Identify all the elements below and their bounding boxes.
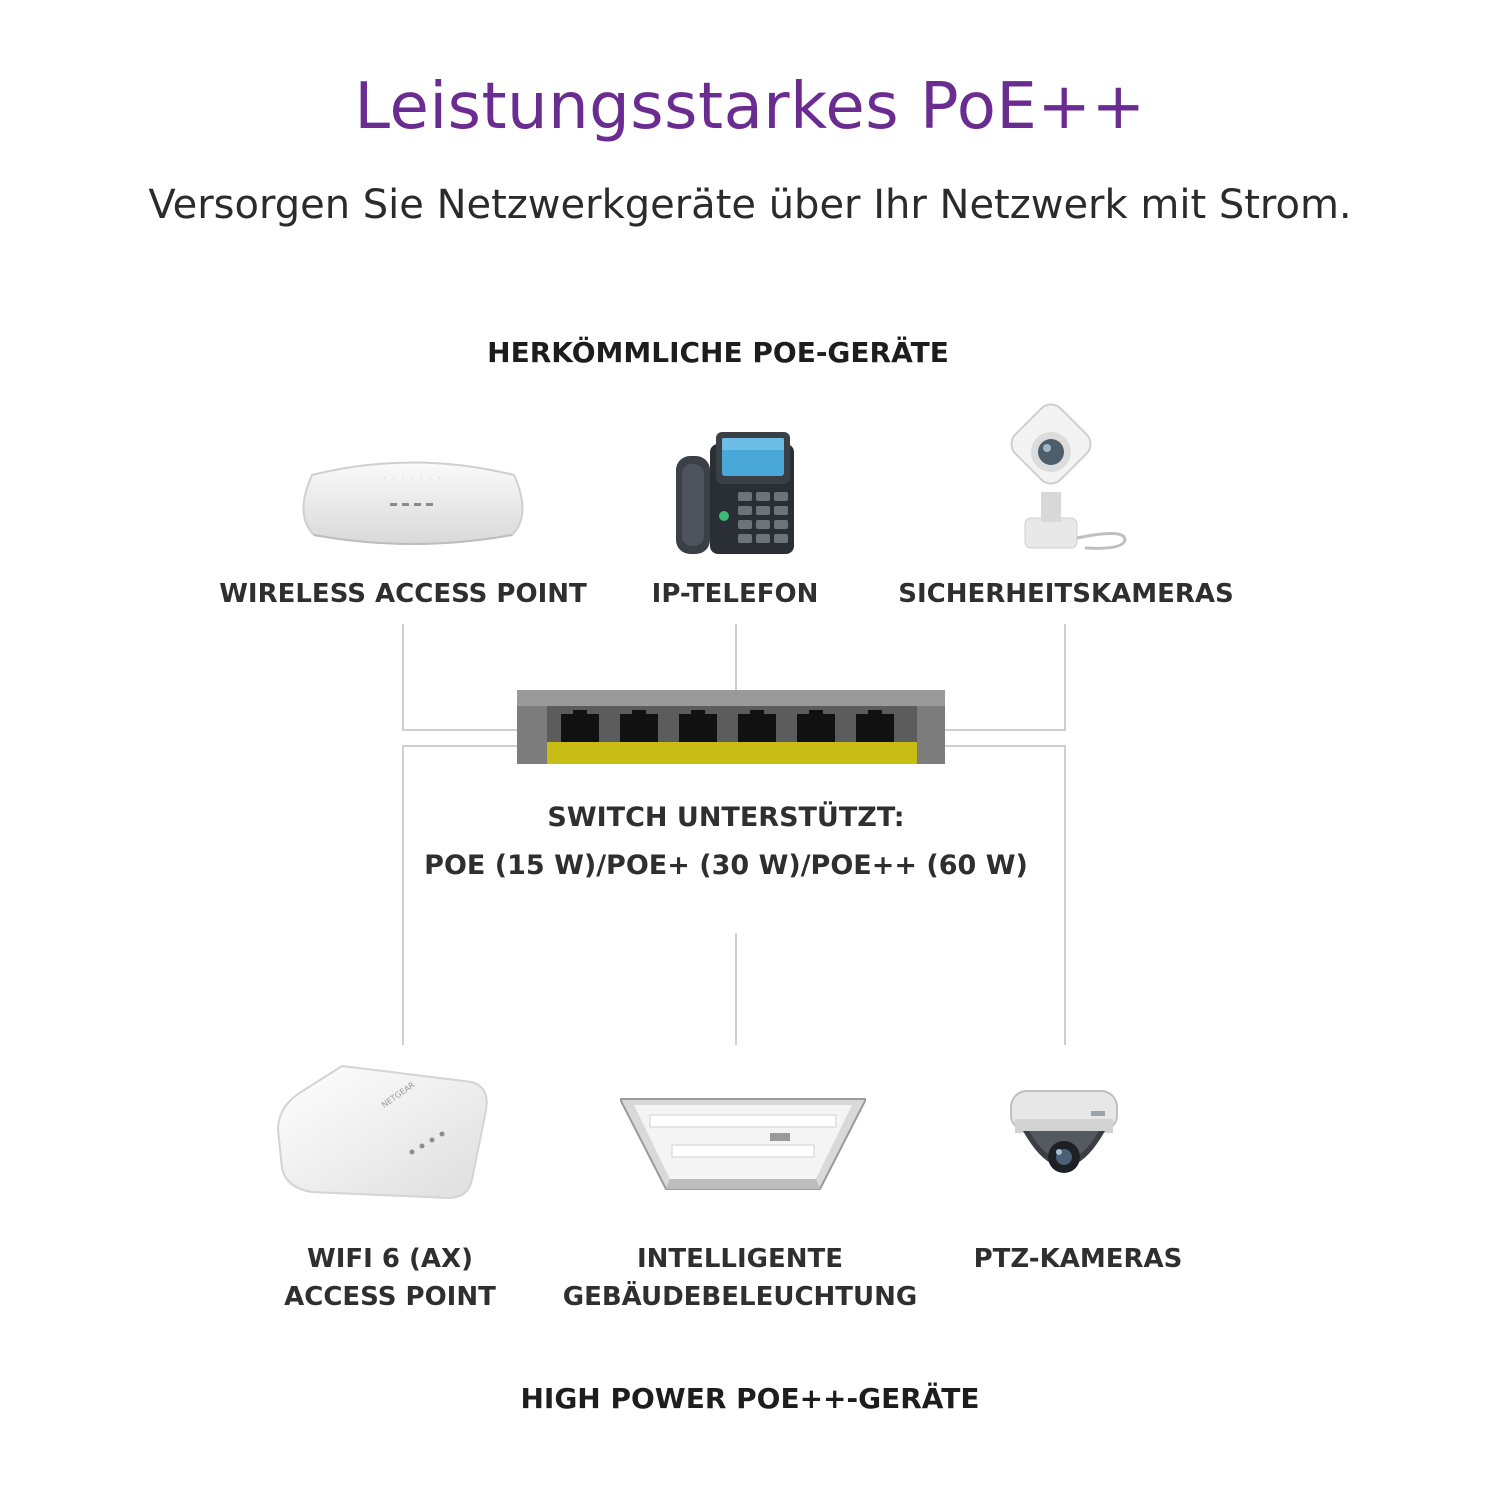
device-label-wifi6-line1: WIFI 6 (AX) <box>307 1244 473 1274</box>
poe-switch-icon <box>517 690 945 764</box>
device-label-wifi6-line2: ACCESS POINT <box>284 1282 496 1312</box>
device-label-lighting-line1: INTELLIGENTE <box>636 1244 844 1274</box>
ip-phone-icon <box>672 430 796 558</box>
bottom-group-heading: HIGH POWER POE++-GERÄTE <box>520 1382 980 1415</box>
wireless-access-point-icon <box>292 455 534 550</box>
security-camera-icon <box>1005 400 1135 556</box>
top-group-heading: HERKÖMMLICHE POE-GERÄTE <box>487 336 949 369</box>
device-label-ip-phone: IP-TELEFON <box>651 579 819 609</box>
building-light-icon <box>620 1095 866 1193</box>
switch-label-line2: POE (15 W)/POE+ (30 W)/POE++ (60 W) <box>424 850 1028 881</box>
device-label-security-cameras: SICHERHEITSKAMERAS <box>898 579 1234 609</box>
device-label-ptz-cameras: PTZ-KAMERAS <box>973 1244 1183 1274</box>
svg-text:NETGEAR: NETGEAR <box>379 1080 417 1110</box>
page-title: Leistungsstarkes PoE++ <box>354 70 1146 144</box>
wifi6-access-point-icon <box>272 1060 494 1205</box>
svg-text:· · · · · · ·: · · · · · · · <box>383 474 443 483</box>
switch-label-line1: SWITCH UNTERSTÜTZT: <box>547 802 905 833</box>
device-label-lighting-line2: GEBÄUDEBELEUCHTUNG <box>562 1282 918 1312</box>
ptz-camera-icon <box>1005 1085 1123 1195</box>
device-label-wireless-access-point: WIRELESS ACCESS POINT <box>219 579 587 609</box>
page-subtitle: Versorgen Sie Netzwerkgeräte über Ihr Netzwerk mit Strom. <box>148 182 1352 228</box>
